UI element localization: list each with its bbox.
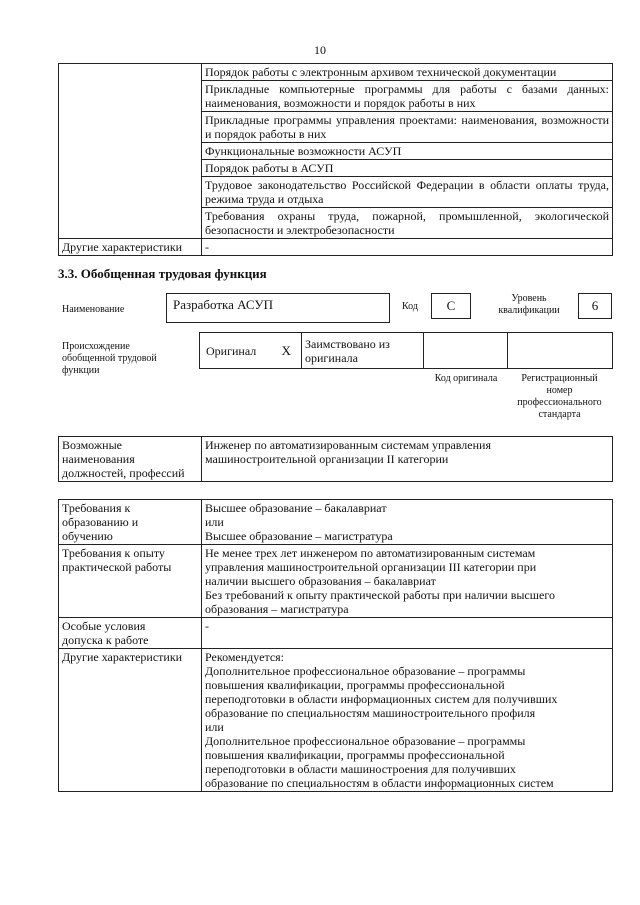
original-label: Оригинал (200, 333, 272, 369)
other-characteristics-value: Рекомендуется: Дополнительное профессиональное образование – программы повышения квалификации, программы профессиональной переподготовки в области информационных систем для получивших образование по специальностям машиностроительного профиля или Дополнительное профессиональное образование – программы повышения квалификации, программы профессиональной переподготовки в области машиностроения для получивших образование по специальностям в области информационных систем (202, 649, 613, 792)
table-row (59, 437, 613, 482)
knowledge-item: Функциональные возможности АСУП (202, 143, 613, 160)
original-mark: X (272, 333, 302, 369)
code-original-caption: Код оригинала (434, 373, 498, 384)
knowledge-table (58, 63, 613, 256)
reg-number-caption: Регистрационный номер профессионального стандарта (517, 373, 602, 420)
table-row (59, 64, 613, 81)
name-value-box (166, 293, 390, 323)
positions-table (58, 436, 613, 482)
code-value-box (431, 293, 471, 319)
knowledge-item: Трудовое законодательство Российской Федерации в области оплаты труда, режима труда и отдыха (202, 177, 613, 208)
origin-table (199, 332, 613, 369)
knowledge-item: Прикладные компьютерные программы для работы с базами данных: наименования, возможности и порядок работы в них (202, 81, 613, 112)
knowledge-item: Прикладные программы управления проектами: наименования, возможности и порядок работы в них (202, 112, 613, 143)
positions-label: Возможные наименования должностей, профессий (59, 437, 202, 482)
table-row (59, 500, 613, 545)
requirements-table (58, 499, 613, 792)
section-title: 3.3. Обобщенная трудовая функция (58, 266, 267, 281)
level-label: Уровень квалификации (498, 293, 560, 316)
table-row (59, 239, 613, 256)
name-value: Разработка АСУП (173, 297, 274, 312)
other-characteristics-label: Другие характеристики (59, 649, 202, 792)
special-conditions-label: Особые условия допуска к работе (59, 618, 202, 649)
experience-label: Требования к опыту практической работы (59, 545, 202, 618)
code-original-cell (424, 333, 508, 369)
table-row (200, 333, 613, 369)
table-row (59, 545, 613, 618)
page-number: 10 (314, 43, 326, 57)
code-label: Код (402, 301, 418, 312)
empty-label-cell (59, 64, 202, 239)
reg-number-cell (508, 333, 613, 369)
other-characteristics-value: - (202, 239, 613, 256)
knowledge-item: Требования охраны труда, пожарной, промышленной, экологической безопасности и электробезопасности (202, 208, 613, 239)
table-row (59, 649, 613, 792)
table-row (59, 618, 613, 649)
positions-value: Инженер по автоматизированным системам управления машиностроительной организации II категории (202, 437, 613, 482)
education-label: Требования к образованию и обучению (59, 500, 202, 545)
level-value-box (578, 293, 612, 319)
name-label: Наименование (62, 304, 125, 315)
origin-label: Происхождение обобщенной трудовой функции (62, 341, 157, 376)
knowledge-item: Порядок работы с электронным архивом технической документации (202, 64, 613, 81)
borrowed-label: Заимствовано из оригинала (302, 333, 424, 369)
level-value: 6 (591, 298, 599, 313)
education-value: Высшее образование – бакалавриат или Высшее образование – магистратура (202, 500, 613, 545)
code-value: C (446, 298, 456, 313)
other-characteristics-label: Другие характеристики (59, 239, 202, 256)
special-conditions-value: - (202, 618, 613, 649)
experience-value: Не менее трех лет инженером по автоматизированным системам управления машиностроительной организации III категории при наличии высшего образования – бакалавриат Без требований к опыту практической работы при наличии высшего образования – магистратура (202, 545, 613, 618)
knowledge-item: Порядок работы в АСУП (202, 160, 613, 177)
